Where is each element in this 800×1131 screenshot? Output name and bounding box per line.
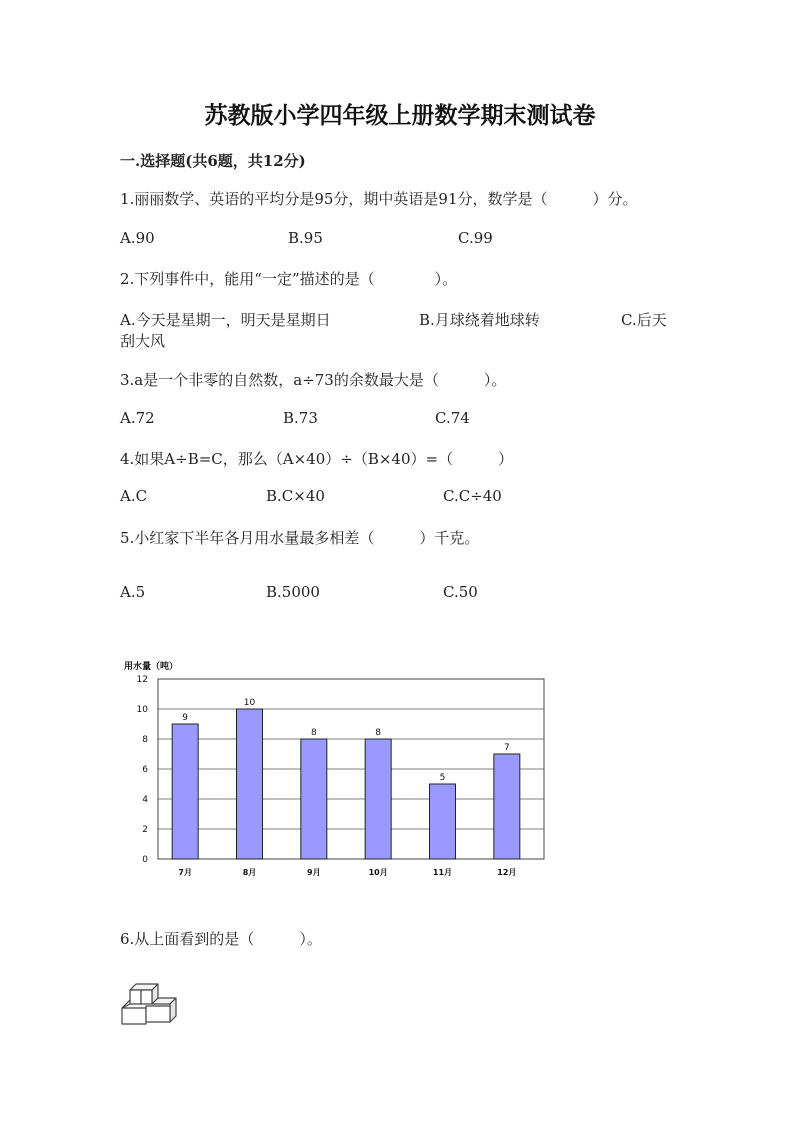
q4-option-b: B.C×40 [266, 487, 325, 505]
q2-option-b: B.月球绕着地球转 [419, 311, 540, 329]
question-1: 1.丽丽数学、英语的平均分是95分，期中英语是91分，数学是（ ）分。 [120, 190, 638, 208]
q3-option-c: C.74 [435, 409, 470, 427]
y-tick-label: 2 [142, 825, 148, 835]
x-tick-label: 10月 [368, 868, 388, 877]
q2-option-c-wrap: 刮大风 [120, 332, 166, 350]
y-tick-label: 6 [142, 765, 148, 775]
x-tick-label: 11月 [432, 868, 453, 877]
data-label: 7 [503, 743, 510, 753]
y-tick-label: 8 [142, 735, 148, 745]
section-heading: 一.选择题(共6题，共12分) [120, 152, 306, 170]
question-5: 5.小红家下半年各月用水量最多相差（ ）千克。 [120, 529, 480, 547]
q5-option-a: A.5 [120, 583, 146, 601]
y-axis-label: 用水量（吨） [124, 662, 179, 672]
bar [365, 739, 391, 859]
y-tick-label: 0 [142, 855, 148, 865]
x-tick-label: 12月 [497, 868, 517, 877]
q3-option-a: A.72 [120, 409, 155, 427]
y-tick-label: 10 [136, 705, 148, 715]
water-usage-bar-chart [118, 655, 558, 885]
q2-option-a: A.今天是星期一，明天是星期日 [120, 311, 331, 329]
bar [172, 724, 198, 859]
bar [494, 754, 520, 859]
question-2: 2.下列事件中，能用“一定”描述的是（ ）。 [120, 270, 458, 288]
q5-option-c: C.50 [443, 583, 478, 601]
q1-option-b: B.95 [288, 229, 323, 247]
data-label: 5 [439, 773, 446, 783]
data-label: 9 [182, 713, 189, 723]
data-label: 8 [310, 728, 317, 738]
cube-figure [120, 982, 180, 1028]
bar [237, 709, 263, 859]
q1-option-c: C.99 [458, 229, 493, 247]
page-title: 苏教版小学四年级上册数学期末测试卷 [204, 102, 596, 129]
question-4: 4.如果A÷B=C，那么（A×40）÷（B×40）=（ ） [120, 450, 514, 468]
q2-option-c: C.后天 [621, 311, 667, 329]
data-label: 8 [375, 728, 382, 738]
q4-option-c: C.C÷40 [443, 487, 502, 505]
q1-option-a: A.90 [120, 229, 155, 247]
question-6: 6.从上面看到的是（ ）。 [120, 930, 322, 948]
q3-option-b: B.73 [283, 409, 318, 427]
q4-option-a: A.C [120, 487, 148, 505]
q5-option-b: B.5000 [266, 583, 320, 601]
x-tick-label: 7月 [178, 868, 192, 877]
y-tick-label: 12 [136, 675, 148, 685]
y-tick-label: 4 [142, 795, 148, 805]
bar [430, 784, 456, 859]
x-tick-label: 9月 [307, 868, 321, 877]
question-3: 3.a是一个非零的自然数，a÷73的余数最大是（ ）。 [120, 371, 507, 389]
x-tick-label: 8月 [242, 868, 257, 877]
data-label: 10 [243, 698, 256, 708]
bar [301, 739, 327, 859]
